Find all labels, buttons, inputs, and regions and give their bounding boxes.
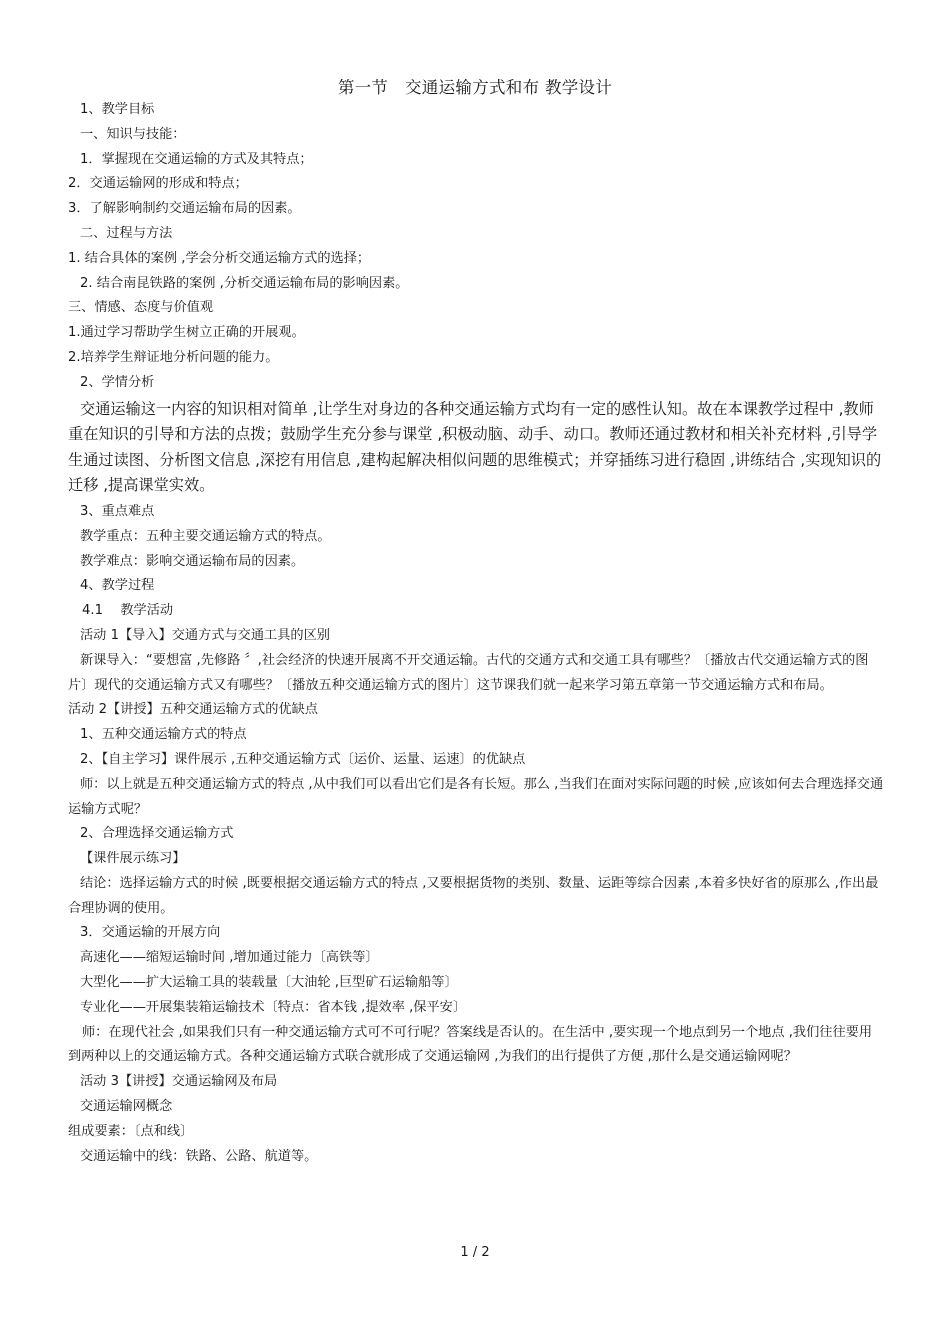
subsection-heading: 二、过程与方法	[80, 225, 173, 241]
list-item: 1、五种交通运输方式的特点	[80, 727, 247, 743]
activity-heading: 活动 1【导入】交通方式与交通工具的区别	[80, 627, 330, 643]
list-item: 2、合理选择交通运输方式	[80, 826, 234, 842]
paragraph: 新课导入：“要想富 ,先修路 〞,社会经济的快速开展离不开交通运输。古代的交通方式和交通工具有哪些？〔播放古代交通运输方式的图片〕现代的交通运输方式又有哪些？〔播放五种交通运输方式的图片〕这节课我们就一起来学习第五章第一节交通运输方式和布局。	[68, 652, 869, 693]
document-title: 第一节 交通运输方式和布 教学设计	[337, 78, 613, 97]
list-item: 3．交通运输的开展方向	[80, 925, 221, 941]
paragraph: 结论：选择运输方式的时候 ,既要根据交通运输方式的特点 ,又要根据货物的类别、数量、运距等综合因素 ,本着多快好省的原那么 ,作出最合理协调的使用。	[68, 875, 879, 916]
paragraph: 交通运输网概念	[80, 1099, 173, 1115]
paragraph: 教学重点：五种主要交通运输方式的特点。	[80, 528, 331, 544]
section-heading: 3、重点难点	[80, 503, 155, 519]
paragraph: 【课件展示练习】	[80, 851, 186, 867]
list-item: 大型化——扩大运输工具的装载量〔大油轮 ,巨型矿石运输船等〕	[80, 975, 458, 991]
list-item: 1．掌握现在交通运输的方式及其特点；	[80, 151, 313, 167]
paragraph: 组成要素：〔点和线〕	[68, 1123, 194, 1139]
subsection-heading: 一、知识与技能：	[80, 126, 186, 142]
list-item: 2．交通运输网的形成和特点；	[68, 176, 248, 192]
list-item: 专业化——开展集装箱运输技术〔特点：省本钱 ,提效率 ,保平安〕	[80, 999, 467, 1015]
list-item: 2. 结合南昆铁路的案例 ,分析交通运输布局的影响因素。	[80, 275, 409, 291]
section-heading: 2、学情分析	[80, 374, 155, 390]
list-item: 1. 结合具体的案例 ,学会分析交通运输方式的选择；	[68, 250, 371, 266]
subsection-heading: 三、情感、态度与价值观	[68, 300, 214, 316]
document-body	[68, 98, 884, 1169]
page-number: 1 / 2	[460, 1245, 490, 1260]
paragraph: 教学难点：影响交通运输布局的因素。	[80, 553, 305, 569]
section-heading: 1、教学目标	[80, 102, 155, 117]
paragraph: 交通运输中的线：铁路、公路、航道等。	[80, 1148, 318, 1164]
paragraph: 交通运输这一内容的知识相对简单 ,让学生对身边的各种交通运输方式均有一定的感性认知。故在本课教学过程中 ,教师重在知识的引导和方法的点拨；鼓励学生充分参与课堂 ,积极动脑、动手、动口。教师还通过教材和相关补充材料 ,引导学生通过读图、分析图文信息 ,深挖有用信息 ,建构起解决相似问题的思维模式；并穿插练习进行稳固 ,讲练结合 ,实现知识的迁移 ,提高课堂实效。	[68, 399, 882, 495]
list-item: 高速化——缩短运输时间 ,增加通过能力〔高铁等〕	[80, 950, 379, 966]
paragraph: 师：以上就是五种交通运输方式的特点 ,从中我们可以看出它们是各有长短。那么 ,当我们在面对实际问题的时候 ,应该如何去合理选择交通运输方式呢？	[68, 776, 884, 817]
list-item: 2、【自主学习】课件展示 ,五种交通运输方式〔运价、运量、运速〕的优缺点	[80, 751, 526, 767]
paragraph: 师：在现代社会 ,如果我们只有一种交通运输方式可不可行呢？答案线是否认的。在生活中 ,要实现一个地点到另一个地点 ,我们往往要用到两种以上的交通运输方式。各种交通运输方式联合就形成了交通运输网 ,为我们的出行提供了方便 ,那什么是交通运输网呢？	[68, 1024, 873, 1065]
list-item: 3．了解影响制约交通运输布局的因素。	[68, 201, 301, 217]
activity-heading: 活动 3【讲授】交通运输网及布局	[80, 1074, 278, 1090]
section-heading: 4、教学过程	[80, 578, 155, 594]
subsection-heading: 4.1 教学活动	[82, 603, 174, 619]
list-item: 2.培养学生辩证地分析问题的能力。	[68, 349, 279, 365]
activity-heading: 活动 2【讲授】五种交通运输方式的优缺点	[68, 702, 318, 718]
list-item: 1.通过学习帮助学生树立正确的开展观。	[68, 325, 305, 341]
